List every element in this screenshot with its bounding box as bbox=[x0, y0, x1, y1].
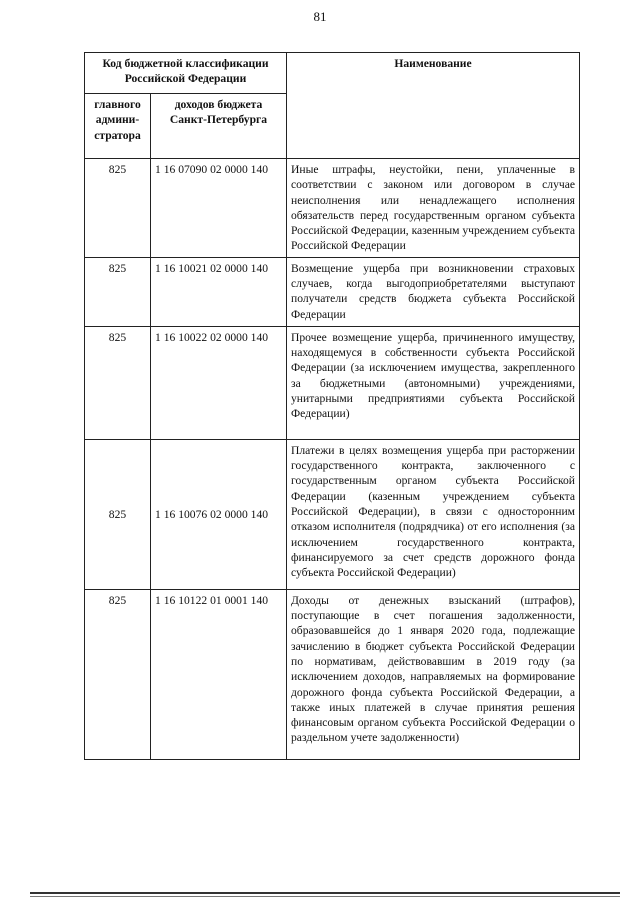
header-chief-admin: главного админи-стратора bbox=[85, 94, 151, 159]
name-cell: Возмещение ущерба при возникновении страховых случаев, когда выгодоприобретателями выступают получатели средств бюджета субъекта Российской Федерации bbox=[287, 257, 580, 326]
admin-code-cell: 825 bbox=[85, 589, 151, 759]
name-cell: Иные штрафы, неустойки, пени, уплаченные в соответствии с законом или договором в случае неисполнения или ненадлежащего исполнения обязательств перед государственным органом субъекта Российской Федерации, казенным учреждением субъекта Российской Федерации bbox=[287, 159, 580, 258]
header-budget-income: доходов бюджета Санкт-Петербурга bbox=[151, 94, 287, 159]
admin-code-cell: 825 bbox=[85, 257, 151, 326]
table-row bbox=[85, 326, 580, 439]
admin-code-cell: 825 bbox=[85, 159, 151, 258]
income-code-cell: 1 16 07090 02 0000 140 bbox=[151, 159, 287, 258]
table-header-row bbox=[85, 53, 580, 94]
income-code-cell: 1 16 10021 02 0000 140 bbox=[151, 257, 287, 326]
table-row bbox=[85, 439, 580, 589]
name-cell: Платежи в целях возмещения ущерба при расторжении государственного контракта, заключенного с государственным органом субъекта Российской Федерации (казенным учреждением субъекта Российской Федерации), в связи с односторонним отказом исполнителя (подрядчика) от его исполнения (за исключением государственного контракта, финансируемого за счет средств дорожного фонда субъекта Российской Федерации) bbox=[287, 439, 580, 589]
table-row bbox=[85, 589, 580, 759]
name-cell: Доходы от денежных взысканий (штрафов), поступающие в счет погашения задолженности, образовавшейся до 1 января 2020 года, подлежащие зачислению в бюджет субъекта Российской Федерации по нормативам, действовавшим в 2019 году (за исключением доходов, направляемых на формирование дорожного фонда субъекта Российской Федерации, а также иных платежей в случае принятия решения финансовым органом субъекта Российской Федерации о раздельном учете задолженности) bbox=[287, 589, 580, 759]
page-number: 81 bbox=[313, 9, 327, 24]
admin-code-cell: 825 bbox=[85, 326, 151, 439]
footer-divider bbox=[30, 892, 620, 894]
income-code-cell: 1 16 10122 01 0001 140 bbox=[151, 589, 287, 759]
name-cell: Прочее возмещение ущерба, причиненного имуществу, находящемуся в собственности субъекта Российской Федерации (за исключением имущества, закрепленного за бюджетными (автономными) учреждениями, унитарными предприятиями субъекта Российской Федерации) bbox=[287, 326, 580, 439]
income-code-cell: 1 16 10076 02 0000 140 bbox=[151, 439, 287, 589]
header-code-group: Код бюджетной классификации Российской Федерации bbox=[85, 53, 287, 94]
footer-divider-thin bbox=[30, 896, 620, 897]
header-name: Наименование bbox=[287, 53, 580, 159]
admin-code-cell: 825 bbox=[85, 439, 151, 589]
table-row bbox=[85, 257, 580, 326]
budget-classification-table bbox=[84, 52, 580, 760]
table-row bbox=[85, 159, 580, 258]
income-code-cell: 1 16 10022 02 0000 140 bbox=[151, 326, 287, 439]
